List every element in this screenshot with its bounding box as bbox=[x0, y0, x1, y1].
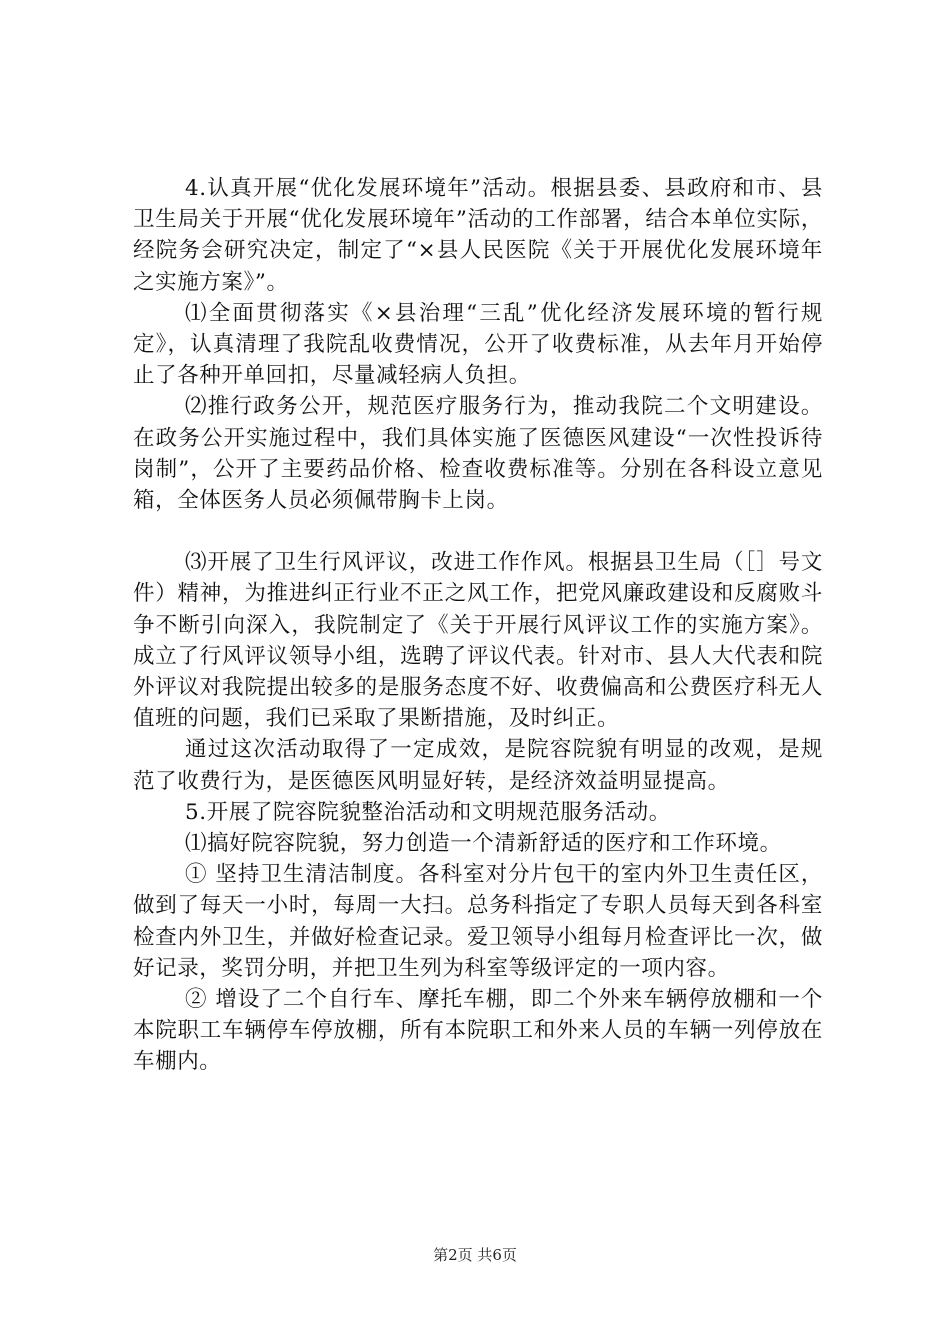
paragraph-item-3: ⑶开展了卫生行风评议，改进工作作风。根据县卫生局（［］号文件）精神，为推进纠正行业不正之风工作，把党风廉政建设和反腐败斗争不断引向深入，我院制定了《关于开展行风评议工作的实施方案》。成立了行风评议领导小组，选聘了评议代表。针对市、县人大代表和院外评议对我院提出较多的是服务态度不好、收费偏高和公费医疗科无人值班的问题，我们已采取了果断措施，及时纠正。 bbox=[133, 550, 823, 732]
page-number-footer: 第2页 共6页 bbox=[433, 1246, 517, 1264]
paragraph-summary: 通过这次活动取得了一定成效，是院容院貌有明显的改观，是规范了收费行为，是医德医风明显好转，是经济效益明显提高。 bbox=[133, 737, 823, 794]
paragraph-item-1: ⑴全面贯彻落实《×县治理“三乱”优化经济发展环境的暂行规定》，认真清理了我院乱收费情况，公开了收费标准，从去年月开始停止了各种开单回扣，尽量减轻病人负担。 bbox=[133, 300, 823, 389]
paragraph-item-2: ⑵推行政务公开，规范医疗服务行为，推动我院二个文明建设。在政务公开实施过程中，我们具体实施了医德医风建设“一次性投诉待岗制”，公开了主要药品价格、检查收费标准等。分别在各科设立意见箱，全体医务人员必须佩带胸卡上岗。 bbox=[133, 394, 823, 514]
document-body bbox=[133, 173, 823, 1078]
paragraph-circled-1: ① 坚持卫生清洁制度。各科室对分片包干的室内外卫生责任区，做到了每天一小时，每周一大扫。总务科指定了专职人员每天到各科室检查内外卫生，并做好检查记录。爱卫领导小组每月检查评比一次，做好记录，奖罚分明，并把卫生列为科室等级评定的一项内容。 bbox=[133, 862, 823, 981]
paragraph-section-4: 4.认真开展“优化发展环境年”活动。根据县委、县政府和市、县卫生局关于开展“优化发展环境年”活动的工作部署，结合本单位实际，经院务会研究决定，制定了“×县人民医院《关于开展优化发展环境年之实施方案》”。 bbox=[133, 176, 823, 295]
paragraph-section-5: 5.开展了院容院貌整治活动和文明规范服务活动。 bbox=[185, 799, 671, 825]
paragraph-circled-2: ② 增设了二个自行车、摩托车棚，即二个外来车辆停放棚和一个本院职工车辆停车停放棚，所有本院职工和外来人员的车辆一列停放在车棚内。 bbox=[133, 987, 823, 1075]
paragraph-subitem-1: ⑴搞好院容院貌，努力创造一个清新舒适的医疗和工作环境。 bbox=[185, 831, 782, 857]
